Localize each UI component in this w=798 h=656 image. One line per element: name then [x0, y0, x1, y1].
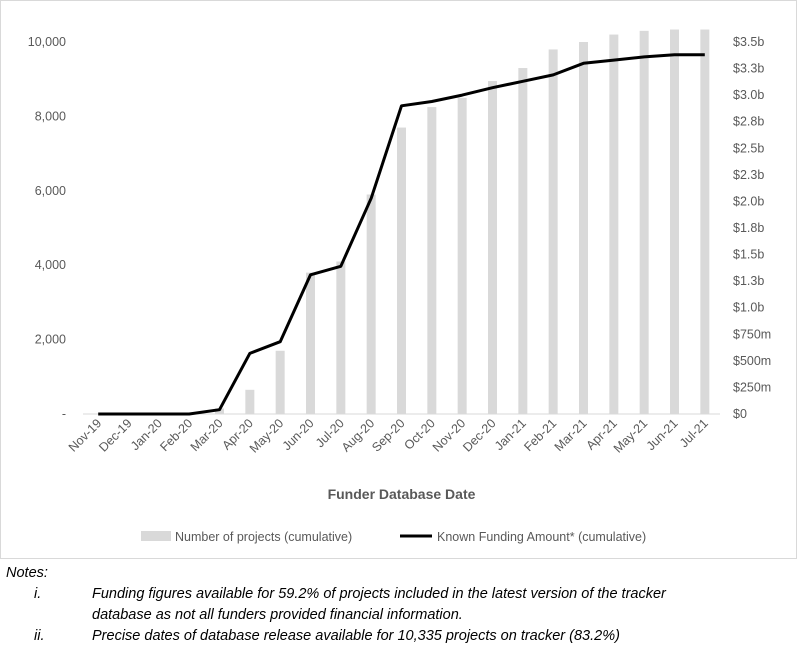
left-tick-label: 2,000: [34, 332, 66, 347]
x-tick-label: Jan-20: [128, 416, 165, 454]
legend-line-label: Known Funding Amount* (cumulative): [437, 530, 647, 544]
x-tick-label: Nov-20: [429, 416, 469, 455]
note-number: ii.: [34, 628, 45, 644]
right-tick-label: $3.0b: [733, 88, 765, 103]
x-tick-label: Jul-21: [676, 416, 711, 451]
right-tick-label: $250m: [733, 380, 772, 395]
right-tick-label: $1.5b: [733, 247, 765, 262]
right-tick-label: $2.5b: [733, 141, 765, 156]
bar: [458, 98, 467, 414]
left-tick-label: -: [61, 407, 66, 421]
note-item: [0, 626, 798, 647]
x-tick-label: Mar-20: [187, 416, 226, 455]
bar: [549, 49, 558, 414]
left-axis-ticks: [28, 35, 66, 421]
legend-bar-label: Number of projects (cumulative): [175, 530, 353, 544]
right-axis-ticks: [733, 35, 771, 421]
note-number: i.: [34, 586, 42, 602]
bar: [397, 128, 406, 414]
bar: [336, 261, 345, 414]
x-tick-label: Feb-20: [157, 416, 196, 455]
x-tick-label: Jul-20: [312, 416, 347, 451]
right-tick-label: $750m: [733, 327, 772, 342]
x-tick-label: Sep-20: [369, 416, 408, 455]
x-tick-label: Apr-21: [583, 416, 620, 453]
right-tick-label: $1.0b: [733, 300, 765, 315]
right-tick-label: $1.3b: [733, 274, 765, 289]
x-tick-label: Jun-21: [643, 416, 681, 454]
notes: [0, 563, 798, 647]
x-axis-ticks: [66, 416, 711, 455]
right-tick-label: $3.3b: [733, 61, 765, 76]
right-tick-label: $1.8b: [733, 221, 765, 235]
x-tick-label: Oct-20: [401, 416, 438, 453]
note-item: [0, 584, 798, 626]
left-tick-label: 4,000: [34, 258, 66, 273]
x-tick-label: Aug-20: [338, 416, 378, 455]
bar: [640, 31, 649, 414]
x-tick-label: Jun-20: [279, 416, 317, 454]
x-tick-label: May-20: [246, 416, 287, 456]
bar: [670, 30, 679, 414]
bar: [245, 390, 254, 414]
x-tick-label: Feb-21: [521, 416, 560, 455]
left-tick-label: 10,000: [27, 35, 66, 49]
x-tick-label: Mar-21: [551, 416, 590, 455]
x-tick-label: Jan-21: [492, 416, 529, 454]
bar: [427, 107, 436, 414]
bar: [579, 42, 588, 414]
left-tick-label: 8,000: [34, 109, 66, 124]
x-tick-label: May-21: [610, 416, 651, 456]
right-tick-label: $2.3b: [733, 167, 765, 182]
legend-bar-swatch: [141, 531, 171, 541]
notes-title: Notes:: [6, 565, 48, 581]
note-text: Precise dates of database release available for 10,335 projects on tracker (83.2%): [92, 628, 620, 644]
x-tick-label: Dec-19: [96, 416, 135, 455]
bar: [700, 30, 709, 414]
bar-series: [215, 30, 709, 414]
x-tick-label: Nov-19: [65, 416, 105, 455]
bar: [367, 195, 376, 414]
bar: [276, 351, 285, 414]
bar: [488, 81, 497, 414]
x-axis-title: Funder Database Date: [327, 486, 476, 502]
right-tick-label: $0: [733, 407, 747, 421]
legend: [141, 530, 646, 544]
bar: [609, 35, 618, 414]
x-tick-label: Apr-20: [219, 416, 256, 453]
right-tick-label: $2.0b: [733, 194, 765, 209]
right-tick-label: $3.5b: [733, 35, 765, 49]
bar: [306, 273, 315, 414]
x-tick-label: Dec-20: [460, 416, 499, 455]
left-tick-label: 6,000: [34, 183, 66, 198]
right-tick-label: $2.8b: [733, 114, 765, 129]
note-text: Funding figures available for 59.2% of projects included in the latest version of the tracker database as not all funders provided financial information.: [92, 586, 666, 623]
bar: [518, 68, 527, 414]
right-tick-label: $500m: [733, 353, 772, 368]
